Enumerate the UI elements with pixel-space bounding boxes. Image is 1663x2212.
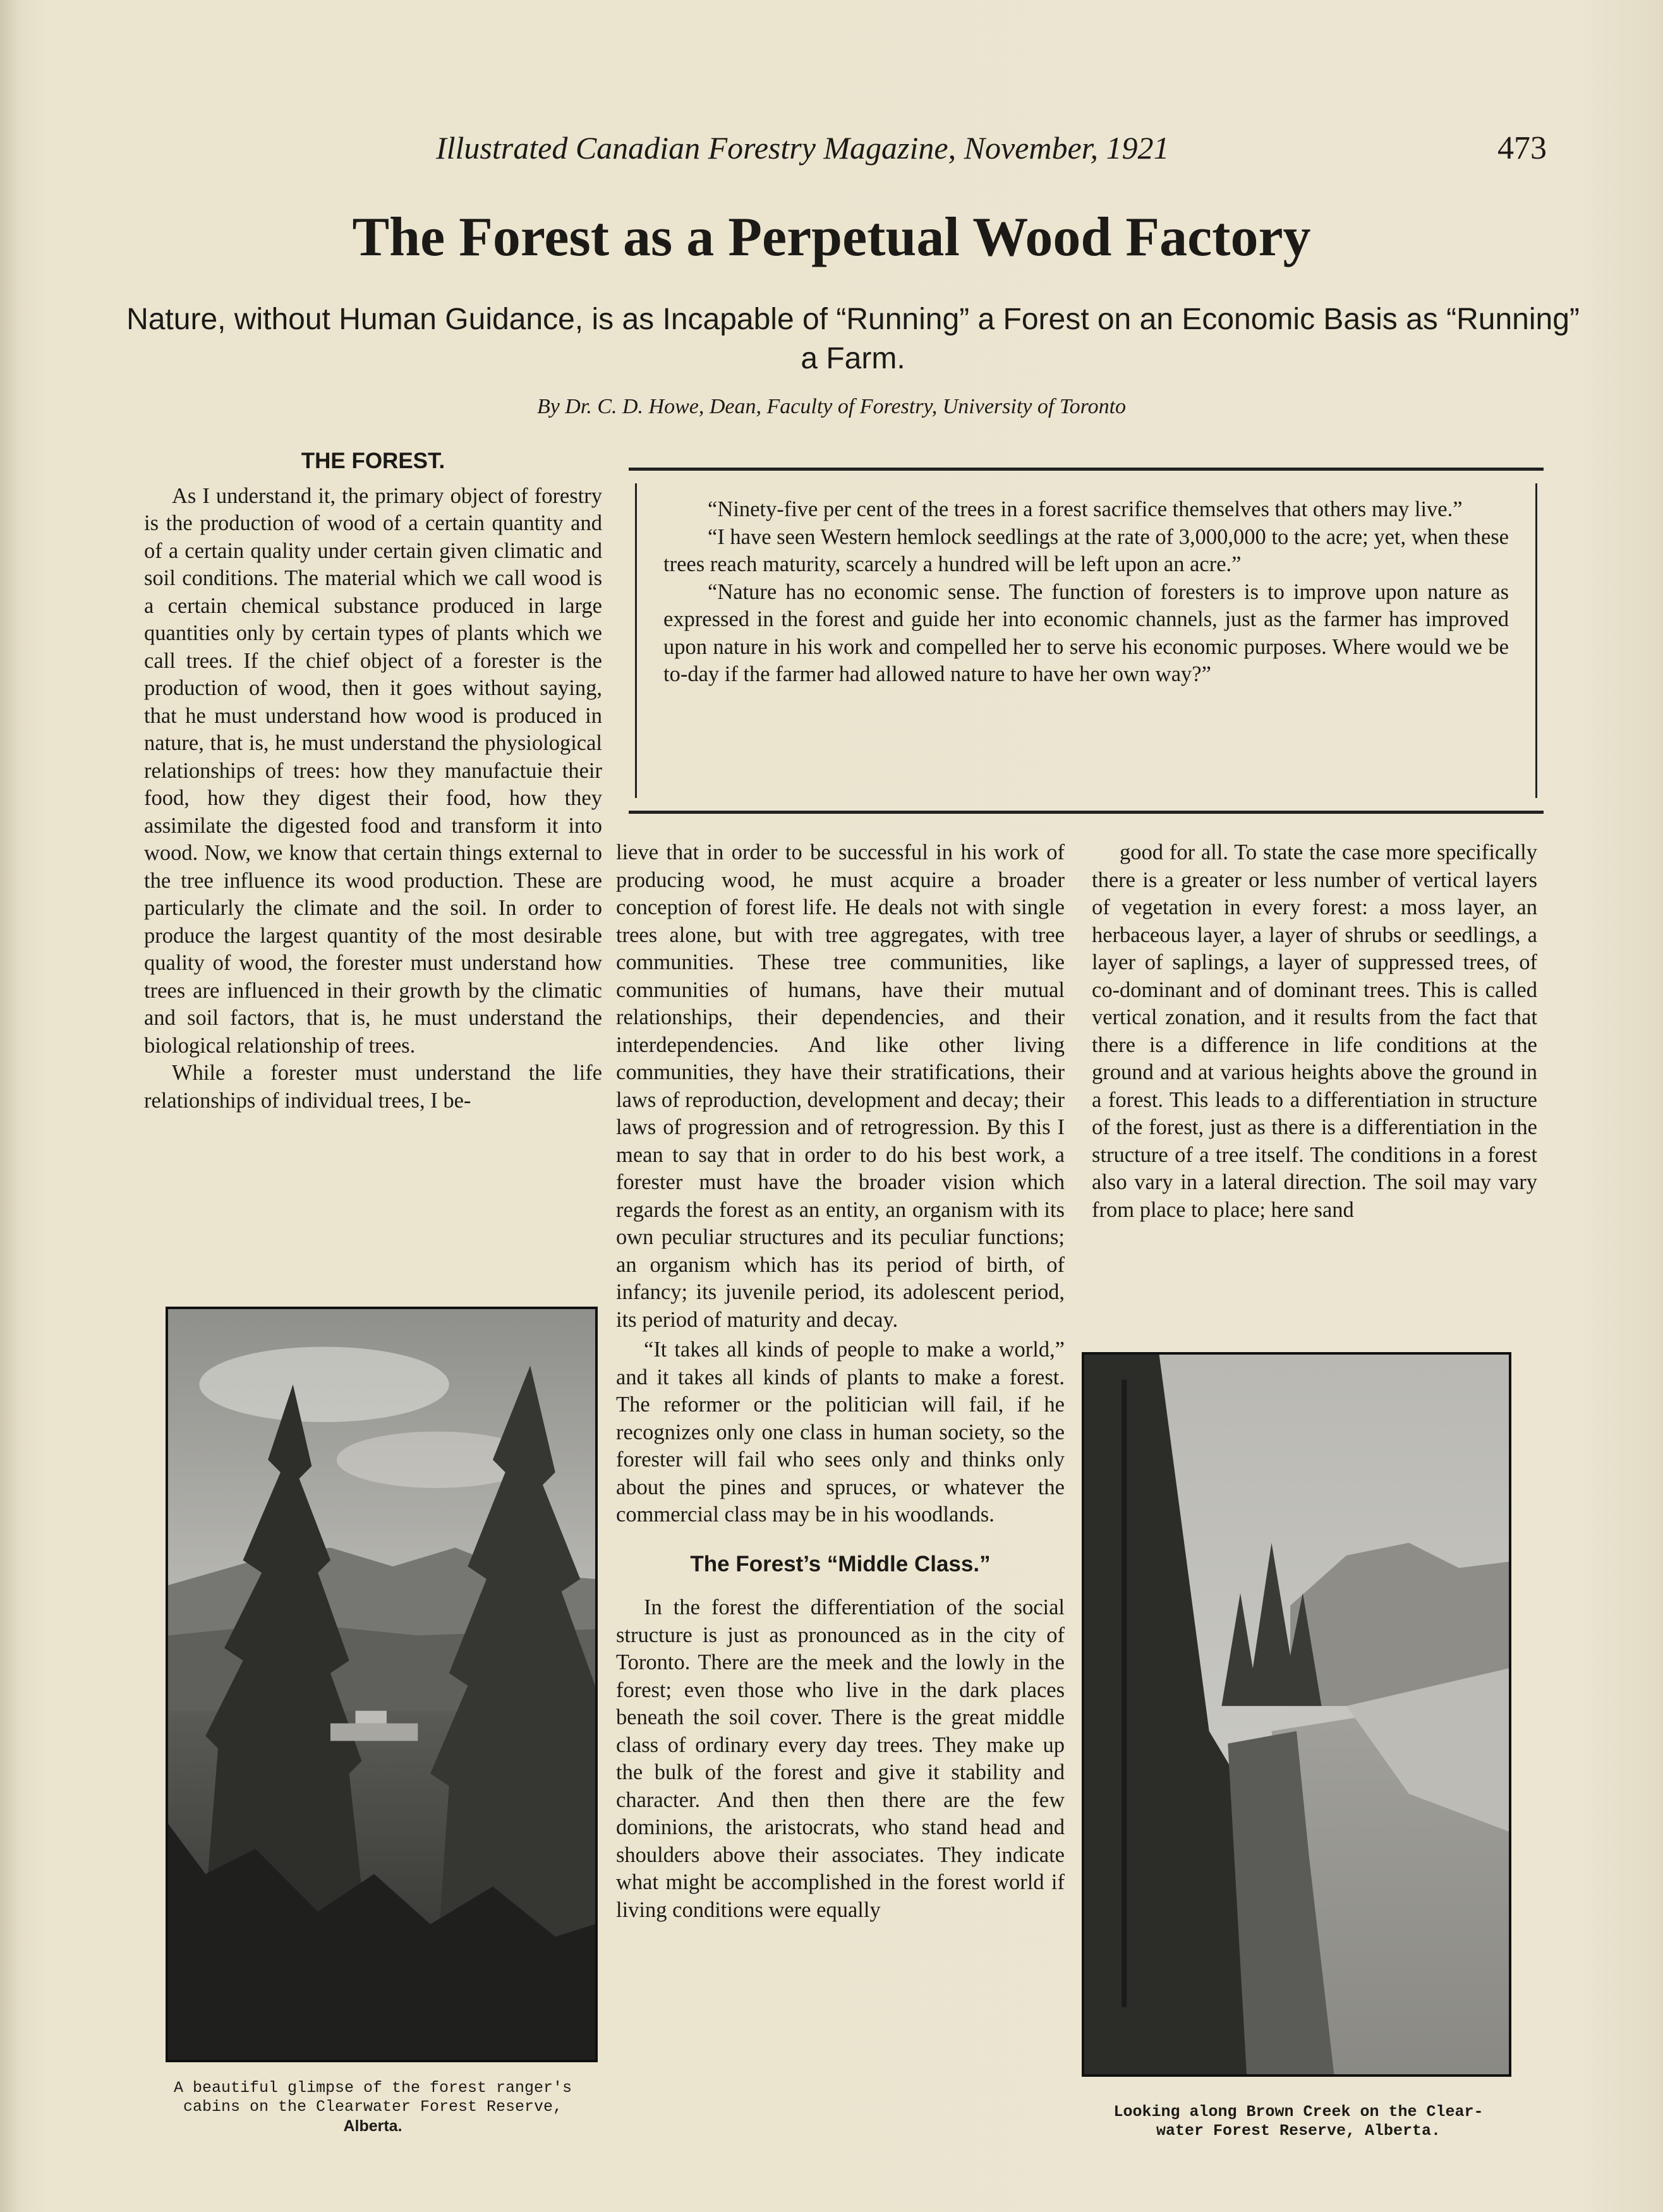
column-2 <box>616 839 1065 1924</box>
photo-caption-brown-creek <box>1068 2103 1529 2141</box>
photo-brown-creek <box>1082 1352 1511 2077</box>
article-title: The Forest as a Perpetual Wood Factory <box>352 207 1311 268</box>
photo-ranger-cabins <box>166 1307 598 2062</box>
caption-line: cabins on the Clearwater Forest Reserve, <box>183 2098 563 2116</box>
column-2-paragraph: In the forest the differentiation of the social structure is just as pronounced as in the city of Toronto. There are the meek and the lowly in the forest; even those who live in the dark places beneath the soil cover. There is the great middle class of ordinary every day trees. They make up the bulk of the forest and give it stability and character. And then then there are the few dominions, the aristocrats, who stand head and shoulders above their associates. They indicate what might be accomplished in the forest world if living conditions were equally <box>616 1595 1065 1922</box>
photo-brown-creek-image <box>1084 1355 1509 2074</box>
pull-quote-content <box>635 483 1537 798</box>
page-number: 473 <box>1497 130 1547 166</box>
caption-line: A beautiful glimpse of the forest ranger's <box>173 2079 572 2097</box>
pull-quote-paragraph: “Ninety-five per cent of the trees in a forest sacrifice themselves that others may live.” <box>708 497 1463 521</box>
column-2-paragraph: lieve that in order to be successful in his work of producing wood, he must acquire a broader conception of forest life. He deals not with single trees alone, but with tree aggregates, with tree communities. These tree communities, like communities of humans, have their mutual relationships, their dependencies, and their interdependencies. And like other living communities, they have their stratifications, their laws of reproduction, development and decay; their laws of progression and of retrogression. By this I mean to say that in order to do his best work, a forester must have the broader vision which regards the forest as an entity, an organism with its own peculiar structures and its peculiar functions; an organism which has its period of birth, of infancy; its juvenile period, its adolescent period, its period of maturity and decay. <box>616 840 1065 1332</box>
column-2-paragraph: “It takes all kinds of people to make a world,” and it takes all kinds of plants to make a forest. The reformer or the politician will fail, if he recognizes only one class in human society, so the forester will fail who sees only and thinks only about the pines and spruces, or whatever the commercial class may be in his woodlands. <box>616 1338 1065 1526</box>
section-heading-forest: THE FOREST. <box>301 449 445 473</box>
article-subtitle: Nature, without Human Guidance, is as Incapable of “Running” a Forest on an Economic Basis as “Running” a Farm. <box>126 303 1580 375</box>
article-byline: By Dr. C. D. Howe, Dean, Faculty of Forestry, University of Toronto <box>536 395 1127 418</box>
pull-quote-paragraph: “I have seen Western hemlock seedlings at the rate of 3,000,000 to the acre; yet, when these trees reach maturity, scarcely a hundred will be left upon an acre.” <box>663 524 1509 576</box>
pull-quote-paragraph: “Nature has no economic sense. The function of foresters is to improve upon nature as expressed in the forest and guide her into economic channels, just as the farmer has improved upon nature in his work and compelled her to serve his economic purposes. Where would we be to-day if the farmer had allowed nature to have her own way?” <box>663 579 1509 686</box>
caption-line: Alberta. <box>343 2117 402 2135</box>
section-heading-middle-class: The Forest’s “Middle Class.” <box>690 1551 991 1576</box>
photo-ranger-cabins-image <box>168 1309 595 2060</box>
column-1-paragraph: As I understand it, the primary object of forestry is the production of wood of a certain quantity and of a certain quality under certain given climatic and soil conditions. The material which we call wood is a certain chemical substance produced in large quantities only by certain types of plants which we call trees. If the chief object of a forester is the production of wood, then it goes without saying, that he must understand how wood is produced in nature, that is, he must understand the physiological relationships of trees: how they manufactuie their food, how they digest their food, how they assimilate the digested food and transform it into wood. Now, we know that certain things external to the tree influence its wood production. These are particularly the climate and the soil. In order to produce the largest quantity of the most desirable quality of wood, the forester must understand how trees are influenced in their growth by the climatic and soil factors, that is, he must understand the biological relationship of trees. <box>144 483 602 1058</box>
caption-line: Looking along Brown Creek on the Clear- <box>1113 2103 1484 2121</box>
column-3-paragraph: good for all. To state the case more specifically there is a greater or less number of vertical layers of vegetation in every forest: a moss layer, an herbaceous layer, a layer of shrubs or seedlings, a layer of saplings, a layer of suppressed trees, of co-dominant and of dominant trees. This is called vertical zonation, and it results from the fact that there is a difference in life conditions at the ground and at various heights above the ground in a forest. This leads to a differentiation in structure of the forest, just as there is a differentiation in the structure of a tree itself. The conditions in a forest also vary in a lateral direction. The soil may vary from place to place; here sand <box>1092 840 1537 1222</box>
column-1-paragraph: While a forester must understand the life relationships of individual trees, I be- <box>144 1061 602 1113</box>
caption-line: water Forest Reserve, Alberta. <box>1156 2122 1441 2140</box>
pull-quote-box <box>629 468 1544 814</box>
running-head: Illustrated Canadian Forestry Magazine, November, 1921 <box>436 130 1170 166</box>
photo-caption-ranger-cabins <box>130 2079 616 2136</box>
column-1 <box>144 447 602 1115</box>
column-3 <box>1092 839 1537 1224</box>
